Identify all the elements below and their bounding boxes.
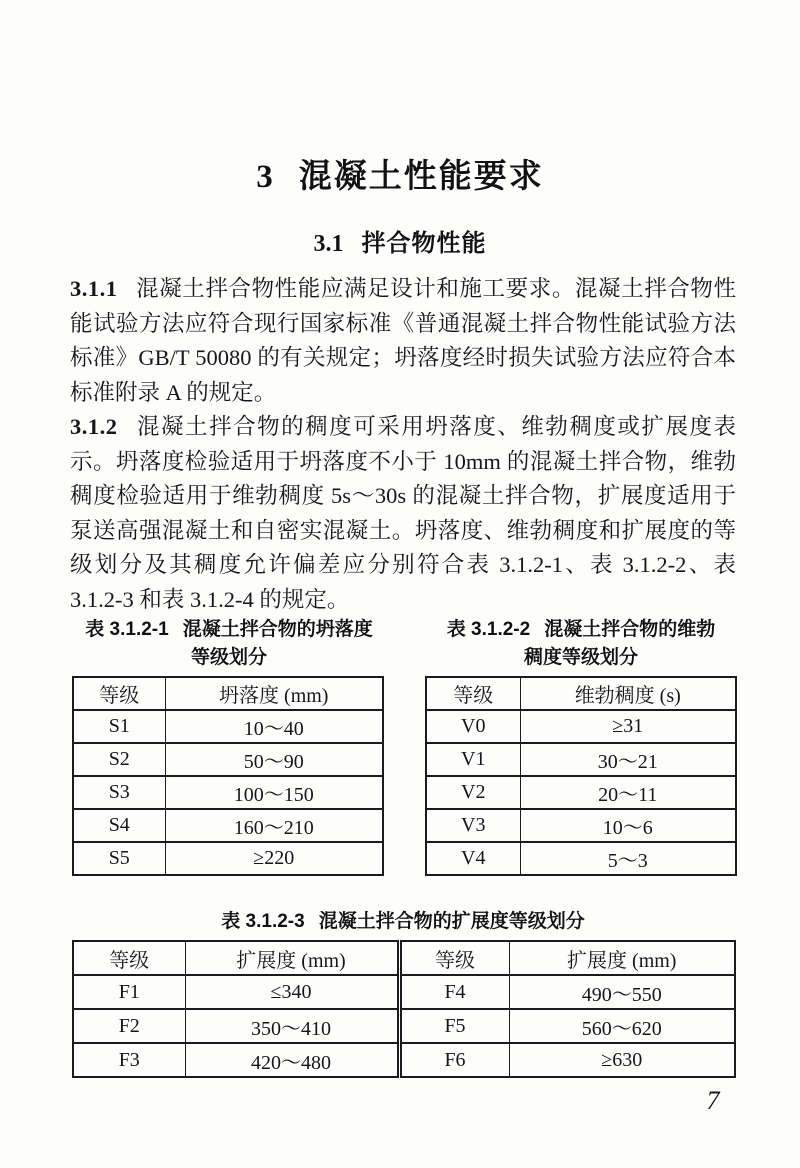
- chapter-number: 3: [256, 159, 273, 195]
- table-row: [73, 710, 383, 743]
- table-row: [426, 776, 736, 809]
- grade-cell: F4: [399, 975, 509, 1009]
- chapter-title: [0, 150, 800, 197]
- clause-number: 3.1.1: [70, 276, 118, 301]
- clause-3-1-2: [70, 410, 736, 617]
- vebe-grade-table: [425, 676, 737, 876]
- grade-cell: F6: [399, 1043, 509, 1077]
- caption-title: 混凝土拌合物的坍落度: [182, 619, 373, 640]
- table-row: [73, 1009, 735, 1043]
- caption-line-2: 等级划分: [190, 647, 267, 668]
- value-cell: 420～480: [185, 1043, 399, 1077]
- grade-cell: S2: [73, 743, 165, 776]
- caption-line-1: [416, 616, 746, 644]
- value-cell: 10～40: [165, 710, 383, 743]
- table-row: [426, 743, 736, 776]
- column-header-grade: 等级: [73, 941, 185, 975]
- value-cell: ≥31: [520, 710, 736, 743]
- column-header-grade: 等级: [399, 941, 509, 975]
- grade-cell: V0: [426, 710, 520, 743]
- value-cell: 5～3: [520, 842, 736, 875]
- value-cell: 10～6: [520, 809, 736, 842]
- caption-title: 混凝土拌合物的维勃: [544, 619, 716, 640]
- value-cell: 160～210: [165, 809, 383, 842]
- table-row: [426, 710, 736, 743]
- grade-cell: S1: [73, 710, 165, 743]
- flow-table-caption: [70, 908, 736, 936]
- chapter-title-text: 混凝土性能要求: [298, 157, 544, 194]
- value-cell: 560～620: [509, 1009, 735, 1043]
- value-cell: ≥630: [509, 1043, 735, 1077]
- caption-line-2: 稠度等级划分: [523, 647, 638, 668]
- clause-number: 3.1.2: [70, 414, 118, 439]
- table-row: [73, 743, 383, 776]
- clause-3-1-1: [70, 272, 736, 410]
- clause-text: 混凝土拌合物的稠度可采用坍落度、维勃稠度或扩展度表示。坍落度检验适用于坍落度不小于 10mm 的混凝土拌合物，维勃稠度检验适用于维勃稠度 5s～30s 的混凝土拌合物，扩展度适用于泵送高强混凝土和自密实混凝土。坍落度、维勃稠度和扩展度的等级划分及其稠度允许偏差应分别符合表 3.1.2-1、表 3.1.2-2、表 3.1.2-3 和表 3.1.2-4 的规定。: [70, 414, 736, 612]
- column-header-flow: 扩展度 (mm): [509, 941, 735, 975]
- clause-text: 混凝土拌合物性能应满足设计和施工要求。混凝土拌合物性能试验方法应符合现行国家标准《普通混凝土拌合物性能试验方法标准》GB/T 50080 的有关规定；坍落度经时损失试验方法应符合本标准附录 A 的规定。: [70, 276, 736, 405]
- page-number: 7: [706, 1086, 720, 1115]
- section-number: 3.1: [313, 231, 344, 257]
- table-row: [73, 809, 383, 842]
- value-cell: 50～90: [165, 743, 383, 776]
- caption-line-1: [64, 616, 394, 644]
- body-text: [70, 272, 736, 617]
- grade-cell: S5: [73, 842, 165, 875]
- value-cell: ≤340: [185, 975, 399, 1009]
- table-row: [426, 809, 736, 842]
- table-row: [73, 975, 735, 1009]
- grade-cell: S3: [73, 776, 165, 809]
- grade-cell: V3: [426, 809, 520, 842]
- caption-table-number: 表 3.1.2-3: [221, 911, 305, 932]
- table-row: [73, 842, 383, 875]
- table-header-row: [426, 677, 736, 710]
- value-cell: 490～550: [509, 975, 735, 1009]
- value-cell: ≥220: [165, 842, 383, 875]
- value-cell: 30～21: [520, 743, 736, 776]
- value-cell: 100～150: [165, 776, 383, 809]
- table-row: [426, 842, 736, 875]
- caption-title: 混凝土拌合物的扩展度等级划分: [318, 911, 585, 932]
- grade-cell: F3: [73, 1043, 185, 1077]
- section-title: [0, 223, 800, 258]
- value-cell: 350～410: [185, 1009, 399, 1043]
- column-header-vebe: 维勃稠度 (s): [520, 677, 736, 710]
- column-header-flow: 扩展度 (mm): [185, 941, 399, 975]
- caption-table-number: 表 3.1.2-2: [446, 619, 531, 640]
- table-row: [73, 776, 383, 809]
- table-header-row: [73, 677, 383, 710]
- grade-cell: F5: [399, 1009, 509, 1043]
- grade-cell: V1: [426, 743, 520, 776]
- grade-cell: F2: [73, 1009, 185, 1043]
- vebe-table-caption: [416, 616, 746, 672]
- slump-table-caption: [64, 616, 394, 672]
- section-title-text: 拌合物性能: [361, 230, 487, 257]
- grade-cell: S4: [73, 809, 165, 842]
- grade-cell: F1: [73, 975, 185, 1009]
- grade-cell: V4: [426, 842, 520, 875]
- grade-cell: V2: [426, 776, 520, 809]
- column-header-grade: 等级: [426, 677, 520, 710]
- slump-grade-table: [72, 676, 384, 876]
- column-header-grade: 等级: [73, 677, 165, 710]
- flow-grade-table: [72, 940, 736, 1078]
- table-row: [73, 1043, 735, 1077]
- caption-table-number: 表 3.1.2-1: [85, 619, 169, 640]
- column-header-slump: 坍落度 (mm): [165, 677, 383, 710]
- table-header-row: [73, 941, 735, 975]
- value-cell: 20～11: [520, 776, 736, 809]
